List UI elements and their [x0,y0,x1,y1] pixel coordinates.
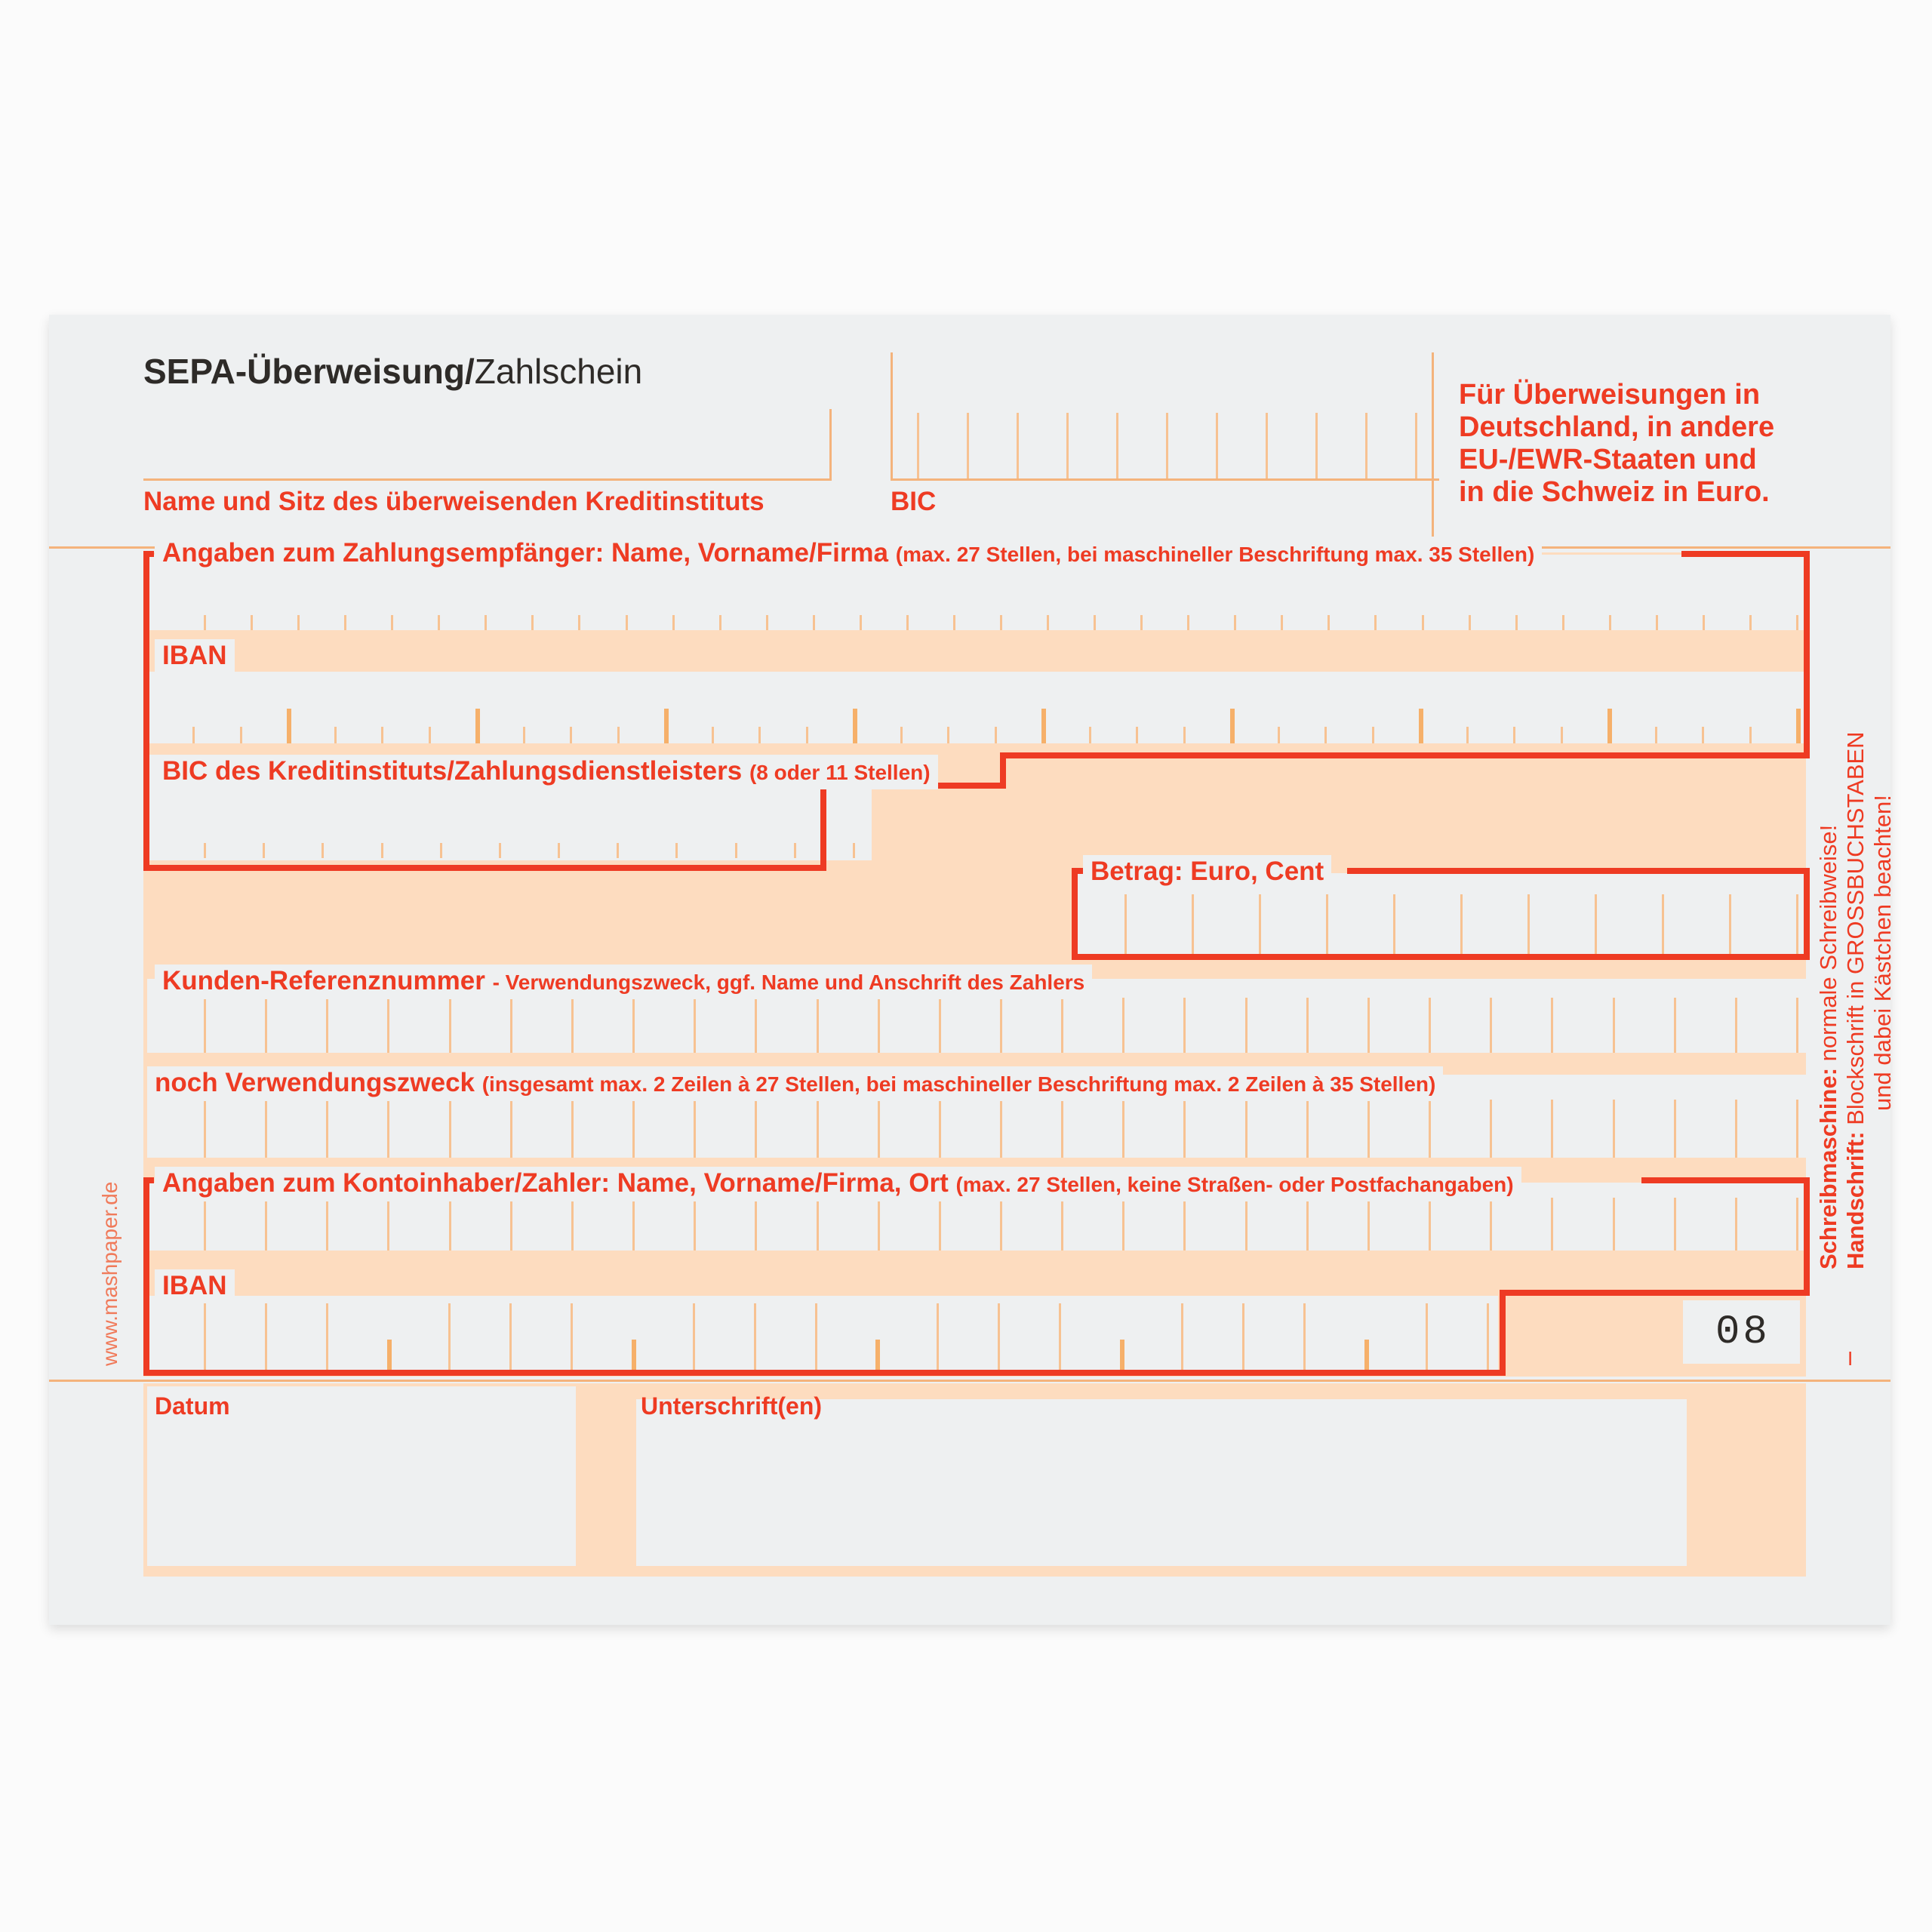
cell-tick [1140,615,1143,630]
cell-tick [917,413,919,478]
cell-tick [878,1100,880,1158]
cell-tick [900,727,903,743]
cell-tick [1735,998,1737,1053]
cell-tick [1429,998,1431,1053]
payer-frame-step [1500,1290,1506,1376]
cell-tick [694,998,696,1053]
cell-tick [755,1100,757,1158]
cell-tick [813,615,815,630]
payee-frame-bottom-right [1000,752,1810,758]
cell-tick [1303,1303,1306,1370]
cell-tick [381,843,383,858]
cell-tick [1796,709,1801,743]
cell-tick [1422,615,1424,630]
cell-tick [1315,413,1318,478]
payer-frame-left [143,1177,149,1376]
cell-tick [817,1100,819,1158]
cell-tick [1234,615,1236,630]
cell-tick [240,727,242,743]
cell-tick [755,1198,757,1251]
cell-tick [1242,1303,1244,1370]
cell-tick [1515,615,1518,630]
payer-iban-label: IBAN [155,1269,235,1303]
cell-tick [1796,615,1798,630]
cell-tick [1490,998,1492,1053]
cell-tick [939,1100,941,1158]
cell-tick [531,615,534,630]
cell-tick [1562,615,1564,630]
cell-tick [1278,727,1280,743]
cell-tick [755,998,757,1053]
cell-tick [326,1303,328,1370]
cell-tick [1487,1303,1489,1370]
cell-tick [953,615,955,630]
cell-tick [1419,709,1423,743]
cell-tick [510,1100,512,1158]
payer-frame-top-right [1641,1177,1810,1183]
reference-label: Kunden-Referenznummer - Verwendungszweck, ggf. Name und Anschrift des Zahlers [155,964,1092,999]
amount-frame-right [1804,868,1810,960]
cell-tick [204,1100,206,1158]
cell-tick [326,998,328,1053]
cell-tick [1674,998,1676,1053]
cell-tick [475,709,480,743]
cell-tick [558,843,560,858]
cell-tick [1047,615,1049,630]
cell-tick [1324,727,1327,743]
cell-tick [1703,615,1705,630]
payer-name-ticks [204,1198,1796,1251]
cell-tick [1607,709,1612,743]
cell-tick [632,1100,635,1158]
cell-tick [204,843,206,858]
cell-tick [1551,998,1553,1053]
cell-tick [672,615,675,630]
cell-tick [617,727,620,743]
cell-tick [1415,413,1417,478]
cell-tick [1429,1100,1431,1158]
cell-tick [344,615,346,630]
cell-tick [326,1198,328,1251]
payee-bic-ticks [204,829,853,858]
cell-tick [1041,709,1046,743]
payee-frame-top-right [1681,551,1810,557]
cell-tick [449,1100,451,1158]
reference-ticks [204,998,1796,1053]
cell-tick [1729,894,1731,955]
signature-label: Unterschrift(en) [641,1392,823,1420]
cell-tick [440,843,442,858]
cell-tick [632,1340,636,1370]
cell-tick [1017,413,1019,478]
cell-tick [735,843,737,858]
payee-frame-left [143,551,149,871]
cell-tick [510,1198,512,1251]
cell-tick [853,843,855,858]
cell-tick [1259,894,1261,955]
cell-tick [287,709,291,743]
cell-tick [1281,615,1283,630]
cell-tick [571,1303,573,1370]
cell-tick [1613,998,1615,1053]
cell-tick [1166,413,1168,478]
payer-frame-step-top [1500,1290,1810,1296]
cell-tick [1796,1100,1798,1158]
amount-label: Betrag: Euro, Cent [1083,855,1331,888]
bic-top-ticks[interactable] [917,413,1415,478]
cell-tick [265,1100,267,1158]
cell-tick [1187,615,1189,630]
bic-top-underline [891,478,1439,481]
cell-tick [860,615,862,630]
notice-line-3: EU-/EWR-Staaten und [1459,444,1757,475]
cell-tick [387,1340,392,1370]
cell-tick [265,1198,267,1251]
payer-frame-right [1804,1177,1810,1296]
notice-line-1: Für Überweisungen in [1459,379,1761,411]
payer-iban-ticks [204,1296,1487,1370]
cell-tick [509,1303,512,1370]
cell-tick [1551,1100,1553,1158]
code-number: 08 [1715,1309,1770,1355]
amount-frame-left [1072,868,1078,960]
bank-name-label: Name und Sitz des überweisenden Kreditinstituts [143,487,764,516]
cell-tick [1364,1340,1369,1370]
cell-tick [1245,1198,1247,1251]
cell-tick [1674,1198,1676,1251]
bank-name-divider [829,409,832,481]
bic-top-left-line [891,352,893,481]
cell-tick [523,727,525,743]
cell-tick [632,998,635,1053]
cell-tick [817,998,819,1053]
cell-tick [878,1198,880,1251]
cell-tick [693,1303,695,1370]
bank-name-field[interactable] [143,409,826,477]
amount-frame-top-right [1347,868,1810,874]
cell-tick [1181,1303,1183,1370]
cell-tick [448,1303,451,1370]
cell-tick [1372,727,1374,743]
cell-tick [758,727,761,743]
side-typewriter-text: normale Schreibweise! [1815,824,1841,1062]
side-handwriting-text-2: und dabei Kästchen beachten! [1869,795,1896,1111]
cell-tick [571,998,574,1053]
cell-tick [1527,894,1530,955]
cell-tick [1513,727,1515,743]
cell-tick [817,1198,819,1251]
cell-tick [1469,615,1471,630]
cell-tick [1655,727,1657,743]
cell-tick [1245,998,1247,1053]
cell-tick [1192,894,1194,955]
side-mark: I [1847,1347,1854,1370]
payer-frame-top-left [143,1177,154,1183]
cell-tick [1306,998,1309,1053]
cell-tick [1122,998,1124,1053]
cell-tick [265,998,267,1053]
side-handwriting-bold: Handschrift: [1842,1131,1869,1269]
cell-tick [391,615,393,630]
amount-frame-top-left [1072,868,1084,874]
cell-tick [1306,1100,1309,1158]
cell-tick [1702,727,1704,743]
lower-separator-line [49,1380,1890,1382]
cell-tick [1367,998,1370,1053]
cell-tick [1796,894,1798,955]
cell-tick [1089,727,1091,743]
form-title-bold: SEPA-Überweisung/ [143,352,475,391]
cell-tick [1393,894,1395,955]
cell-tick [321,843,324,858]
cell-tick [939,1198,941,1251]
amount-ticks [1124,888,1796,955]
cell-tick [1000,1100,1002,1158]
cell-tick [1490,1198,1492,1251]
form-title-regular: Zahlschein [474,352,643,391]
cell-tick [1735,1100,1737,1158]
payer-name-label: Angaben zum Kontoinhaber/Zahler: Name, Vorname/Firma, Ort (max. 27 Stellen, keine Straßen- oder Postfachangaben) [155,1167,1521,1201]
cell-tick [1466,727,1469,743]
cell-tick [1735,1198,1737,1251]
cell-tick [297,615,300,630]
date-label: Datum [155,1392,230,1420]
payer-frame-bottom [143,1370,1506,1376]
cell-tick [632,1198,635,1251]
cell-tick [1367,1198,1370,1251]
cell-tick [204,1198,206,1251]
cell-tick [1183,1100,1186,1158]
cell-tick [192,727,195,743]
cell-tick [1306,1198,1309,1251]
cell-tick [1613,1198,1615,1251]
payee-frame-bottom-left [143,865,826,871]
cell-tick [1367,1100,1370,1158]
cell-tick [1749,615,1752,630]
cell-tick [571,1198,574,1251]
side-instructions [1815,731,1897,1269]
cell-tick [694,1100,696,1158]
cell-tick [766,615,768,630]
cell-tick [449,1198,451,1251]
cell-tick [1796,998,1798,1053]
cell-tick [1230,709,1235,743]
cell-tick [578,615,580,630]
cell-tick [754,1303,756,1370]
cell-tick [1059,1303,1061,1370]
cell-tick [204,1303,206,1370]
cell-tick [1120,1340,1124,1370]
cell-tick [263,843,265,858]
cell-tick [906,615,909,630]
cell-tick [939,998,941,1053]
purpose-label: noch Verwendungszweck (insgesamt max. 2 Zeilen à 27 Stellen, bei maschineller Beschriftung max. 2 Zeilen à 35 Stellen) [147,1066,1443,1101]
cell-tick [449,998,451,1053]
cell-tick [806,727,808,743]
cell-tick [1551,1198,1553,1251]
cell-tick [1656,615,1658,630]
payee-iban-ticks [192,707,1796,743]
cell-tick [694,1198,696,1251]
cell-tick [1613,1100,1615,1158]
website-text: www.mashpaper.de [98,1181,122,1366]
payee-frame-step-3 [820,783,826,871]
cell-tick [712,727,714,743]
cell-tick [626,615,628,630]
payee-frame-right [1804,551,1810,758]
cell-tick [1609,615,1611,630]
cell-tick [875,1340,880,1370]
cell-tick [1796,1198,1798,1251]
cell-tick [1000,998,1002,1053]
cell-tick [1122,1100,1124,1158]
cell-tick [265,1303,267,1370]
cell-tick [1561,727,1563,743]
cell-tick [1094,615,1096,630]
cell-tick [204,998,206,1053]
cell-tick [1245,1100,1247,1158]
bic-top-right-line [1432,352,1434,541]
cell-tick [1061,1100,1063,1158]
cell-tick [1116,413,1118,478]
cell-tick [251,615,253,630]
cell-tick [1183,998,1186,1053]
cell-tick [1183,727,1186,743]
payee-name-label: Angaben zum Zahlungsempfänger: Name, Vorname/Firma (max. 27 Stellen, bei maschineller Beschriftung max. 35 Stellen) [155,537,1542,571]
payee-iban-label: IBAN [155,639,235,672]
signature-field[interactable] [636,1399,1687,1566]
cell-tick [1216,413,1218,478]
amount-frame-bottom [1072,954,1810,960]
purpose-ticks [204,1100,1796,1158]
side-handwriting-text: Blockschrift in GROSSBUCHSTABEN [1842,731,1869,1125]
cell-tick [853,709,857,743]
payee-name-ticks [204,600,1796,630]
cell-tick [664,709,669,743]
cell-tick [438,615,440,630]
bic-top-label: BIC [891,487,937,516]
cell-tick [1674,1100,1676,1158]
cell-tick [998,1303,1000,1370]
cell-tick [1061,1198,1063,1251]
cell-tick [1122,1198,1124,1251]
payee-bic-label: BIC des Kreditinstituts/Zahlungsdienstleisters (8 oder 11 Stellen) [155,755,938,789]
cell-tick [1490,1100,1492,1158]
cell-tick [381,727,383,743]
sepa-transfer-form [49,315,1896,1625]
cell-tick [1429,1198,1431,1251]
cell-tick [499,843,501,858]
cell-tick [937,1303,939,1370]
cell-tick [1183,1198,1186,1251]
side-typewriter-bold: Schreibmaschine: [1815,1067,1841,1269]
cell-tick [387,1198,389,1251]
cell-tick [1000,1198,1002,1251]
cell-tick [1266,413,1268,478]
cell-tick [204,615,206,630]
cell-tick [1426,1303,1428,1370]
cell-tick [334,727,337,743]
cell-tick [1662,894,1664,955]
cell-tick [1000,615,1002,630]
form-title [143,351,642,392]
cell-tick [1061,998,1063,1053]
cell-tick [947,727,949,743]
cell-tick [815,1303,817,1370]
cell-tick [617,843,619,858]
cell-tick [387,1100,389,1158]
cell-tick [1460,894,1463,955]
notice-line-4: in die Schweiz in Euro. [1459,476,1770,508]
notice-text [1459,379,1774,509]
cell-tick [1365,413,1367,478]
cell-tick [995,727,997,743]
cell-tick [1374,615,1377,630]
cell-tick [967,413,969,478]
cell-tick [675,843,678,858]
cell-tick [1066,413,1069,478]
cell-tick [570,727,572,743]
cell-tick [1595,894,1597,955]
cell-tick [510,998,512,1053]
cell-tick [1326,894,1328,955]
cell-tick [429,727,431,743]
cell-tick [1136,727,1138,743]
payee-frame-top-left [143,551,154,557]
cell-tick [1327,615,1330,630]
cell-tick [719,615,721,630]
cell-tick [1749,727,1752,743]
notice-line-2: Deutschland, in andere [1459,411,1775,443]
cell-tick [794,843,796,858]
cell-tick [878,998,880,1053]
cell-tick [1124,894,1127,955]
cell-tick [326,1100,328,1158]
cell-tick [485,615,487,630]
bank-name-underline [143,478,832,481]
cell-tick [571,1100,574,1158]
cell-tick [387,998,389,1053]
